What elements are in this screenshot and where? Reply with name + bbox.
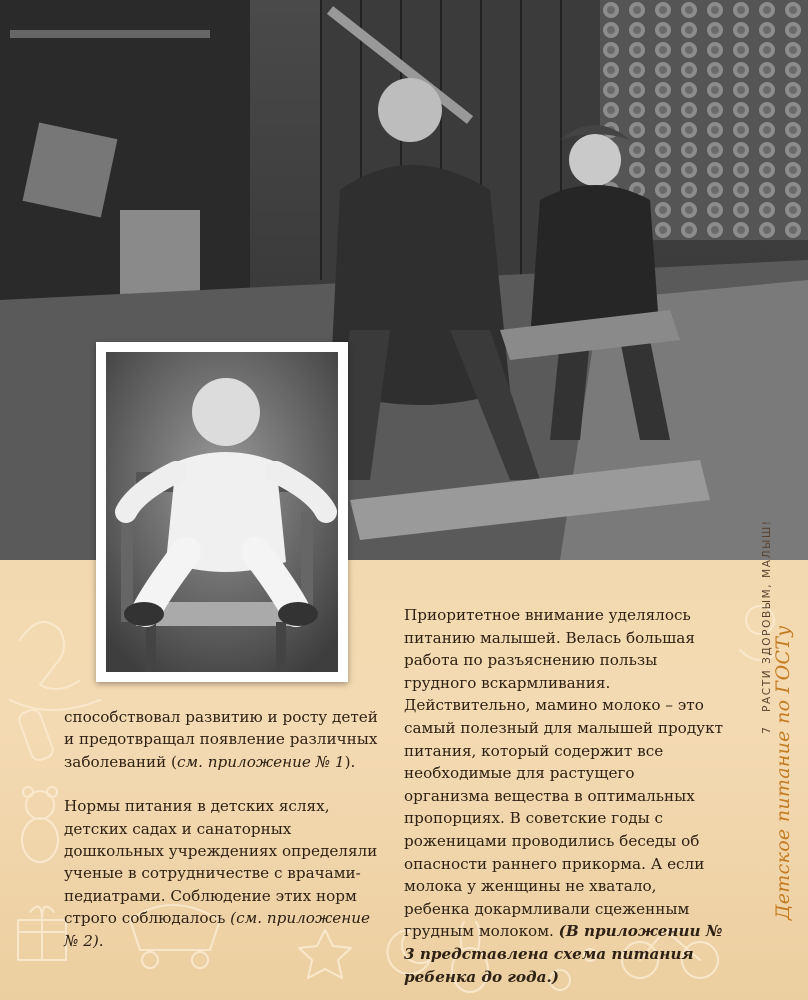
baby-photograph (106, 352, 338, 672)
page-number: 7 (760, 727, 773, 734)
right-text-column (404, 604, 724, 988)
running-title: РАСТИ ЗДОРОВЫМ, МАЛЫШ! (760, 519, 773, 712)
paragraph: Приоритетное внимание уделялось питанию малышей. Велась большая работа по разъяснению пользы грудного вскармливания. Действительно, мамино молоко – это самый полезный для малышей продукт питания, который содержит все необходимые для растущего организма вещества в оптимальных пропорциях. В советские годы с роженицами проводились беседы об опасности раннего прикорма. А если молока у женщины не хватало, ребенка докармливали сцеженным грудным молоком. (В приложении № 3 представлена схема питания ребенка до года.) (404, 606, 723, 986)
appendix-ref: (см. приложение № 2) (64, 909, 370, 950)
appendix-note: (В приложении № 3 представлена схема питания ребенка до года.) (404, 922, 723, 986)
left-text-column (64, 706, 388, 974)
paragraph: Нормы питания в детских яслях, детских садах и санаторных дошкольных учреждениях определяли ученые в сотрудничестве с врачами-педиатрами. Соблюдение этих норм строго соблюдалось (см. приложение № 2). (64, 797, 378, 950)
book-title-text: Детское питание по ГОСТу (772, 625, 794, 920)
book-title (732, 620, 792, 920)
paragraph: способствовал развитию и росту детей и предотвращал появление различных заболеваний (см. приложение № 1). (64, 708, 378, 771)
baby-photo-frame (96, 342, 348, 682)
appendix-ref: см. приложение № 1 (177, 752, 345, 771)
